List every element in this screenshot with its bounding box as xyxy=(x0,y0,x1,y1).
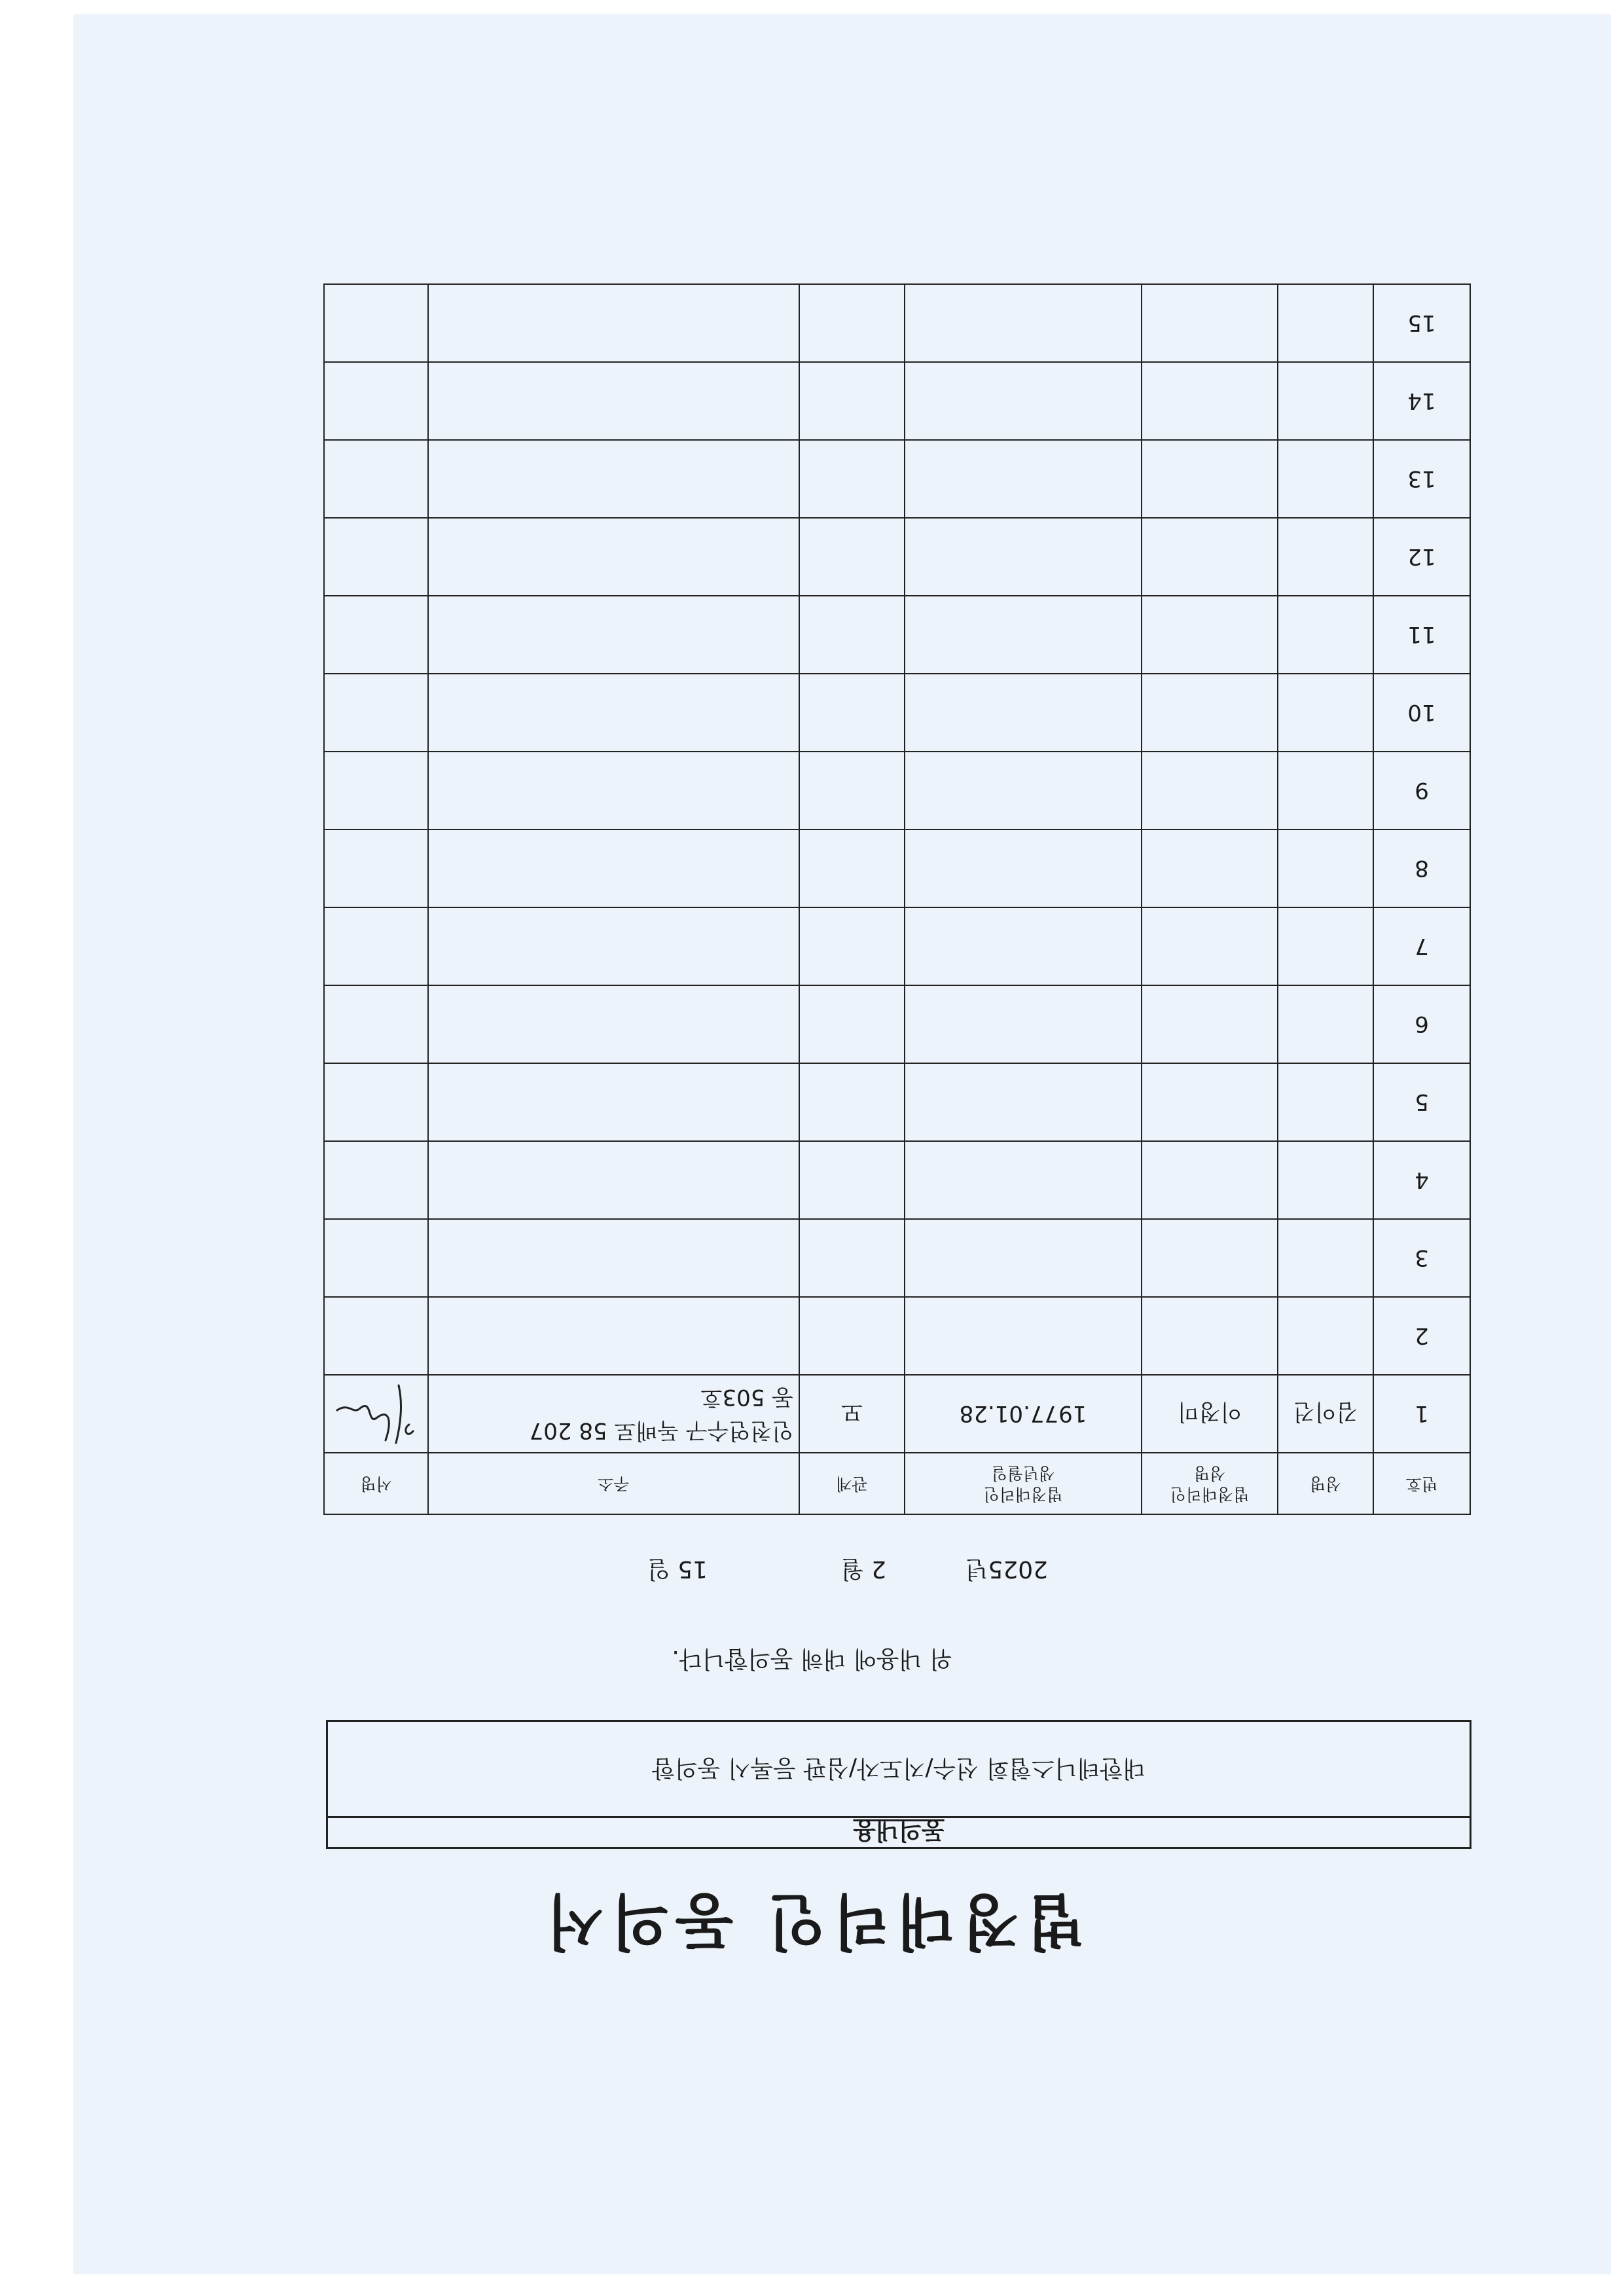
row-address xyxy=(428,674,799,752)
row-address xyxy=(428,985,799,1063)
table-header-row xyxy=(324,1453,1470,1514)
row-relation xyxy=(799,907,905,985)
header-address: 주소 xyxy=(428,1453,799,1514)
row-signature xyxy=(324,518,428,596)
row-signature xyxy=(324,985,428,1063)
row-agent-birth: 1977.01.28 xyxy=(905,1375,1142,1453)
row-number: 7 xyxy=(1373,907,1470,985)
row-relation xyxy=(799,362,905,440)
row-relation xyxy=(799,985,905,1063)
row-number: 14 xyxy=(1373,362,1470,440)
row-address-line1: 인천연수구 독배로 58 207 xyxy=(529,1417,793,1444)
row-number: 9 xyxy=(1373,752,1470,829)
row-agent-birth xyxy=(905,440,1142,518)
consent-body-text: 대한테니스협회 선수/지도자/심판 등록시 동의함 xyxy=(651,1755,1146,1781)
row-agent-birth xyxy=(905,1141,1142,1219)
table-row xyxy=(324,596,1470,674)
header-principal-name: 성명 xyxy=(1278,1453,1373,1514)
row-agent-name xyxy=(1142,907,1278,985)
row-principal-name xyxy=(1278,1297,1373,1375)
row-principal-name xyxy=(1278,1219,1373,1297)
row-number: 15 xyxy=(1373,284,1470,362)
row-relation xyxy=(799,1219,905,1297)
table-row xyxy=(324,518,1470,596)
row-agent-birth xyxy=(905,907,1142,985)
row-agent-birth xyxy=(905,1297,1142,1375)
row-relation: 모 xyxy=(799,1375,905,1453)
row-relation xyxy=(799,674,905,752)
row-number: 6 xyxy=(1373,985,1470,1063)
row-agent-name xyxy=(1142,752,1278,829)
row-principal-name xyxy=(1278,1063,1373,1141)
row-address xyxy=(428,1375,799,1453)
row-principal-name: 김이건 xyxy=(1278,1375,1373,1453)
row-number: 4 xyxy=(1373,1141,1470,1219)
row-number: 10 xyxy=(1373,674,1470,752)
row-signature xyxy=(324,907,428,985)
row-relation xyxy=(799,1297,905,1375)
row-signature xyxy=(324,1375,428,1453)
header-agent-birth-line2: 생년월일 xyxy=(991,1464,1055,1483)
table-row xyxy=(324,1063,1470,1141)
row-principal-name xyxy=(1278,907,1373,985)
row-agent-birth xyxy=(905,985,1142,1063)
table-row xyxy=(324,907,1470,985)
row-signature xyxy=(324,752,428,829)
row-number: 5 xyxy=(1373,1063,1470,1141)
table-row xyxy=(324,1375,1470,1453)
header-agent-name-line2: 성명 xyxy=(1193,1464,1226,1483)
row-agent-name xyxy=(1142,596,1278,674)
row-agent-birth xyxy=(905,752,1142,829)
row-principal-name xyxy=(1278,985,1373,1063)
row-signature xyxy=(324,440,428,518)
row-relation xyxy=(799,440,905,518)
row-signature xyxy=(324,1063,428,1141)
date-year: 2025년 xyxy=(965,1556,1048,1582)
header-number: 번호 xyxy=(1373,1453,1470,1514)
row-address xyxy=(428,440,799,518)
row-agent-name xyxy=(1142,284,1278,362)
row-agent-birth xyxy=(905,674,1142,752)
row-address xyxy=(428,752,799,829)
row-agent-birth xyxy=(905,596,1142,674)
header-agent-name xyxy=(1142,1453,1278,1514)
row-agent-name xyxy=(1142,985,1278,1063)
row-address xyxy=(428,362,799,440)
row-agent-birth xyxy=(905,284,1142,362)
row-number: 1 xyxy=(1373,1375,1470,1453)
row-agent-name xyxy=(1142,440,1278,518)
table-row xyxy=(324,1141,1470,1219)
row-address xyxy=(428,1063,799,1141)
table-row xyxy=(324,985,1470,1063)
row-agent-birth xyxy=(905,1219,1142,1297)
row-signature xyxy=(324,829,428,907)
row-principal-name xyxy=(1278,284,1373,362)
header-signature: 서명 xyxy=(324,1453,428,1514)
row-agent-birth xyxy=(905,1063,1142,1141)
table-row xyxy=(324,440,1470,518)
row-number: 11 xyxy=(1373,596,1470,674)
agree-statement: 위 내용에 대해 동의합니다. xyxy=(672,1645,952,1672)
table-row xyxy=(324,829,1470,907)
row-address xyxy=(428,1141,799,1219)
row-agent-name xyxy=(1142,1297,1278,1375)
row-relation xyxy=(799,596,905,674)
table-row xyxy=(324,752,1470,829)
row-relation xyxy=(799,1063,905,1141)
row-relation xyxy=(799,829,905,907)
date-day: 15 일 xyxy=(647,1556,708,1582)
row-signature xyxy=(324,596,428,674)
row-relation xyxy=(799,518,905,596)
row-address xyxy=(428,1297,799,1375)
row-principal-name xyxy=(1278,518,1373,596)
row-principal-name xyxy=(1278,752,1373,829)
row-principal-name xyxy=(1278,829,1373,907)
header-agent-birth xyxy=(905,1453,1142,1514)
row-agent-birth xyxy=(905,829,1142,907)
row-agent-birth xyxy=(905,518,1142,596)
row-agent-name xyxy=(1142,1141,1278,1219)
header-relation: 관계 xyxy=(799,1453,905,1514)
consent-body xyxy=(326,1720,1471,1818)
row-address xyxy=(428,284,799,362)
row-number: 12 xyxy=(1373,518,1470,596)
row-agent-birth xyxy=(905,362,1142,440)
row-signature xyxy=(324,284,428,362)
date-month: 2 월 xyxy=(840,1556,886,1582)
row-address xyxy=(428,829,799,907)
row-number: 3 xyxy=(1373,1219,1470,1297)
row-relation xyxy=(799,1141,905,1219)
row-principal-name xyxy=(1278,596,1373,674)
row-principal-name xyxy=(1278,362,1373,440)
table-row xyxy=(324,674,1470,752)
handwritten-signature xyxy=(331,1379,422,1448)
header-agent-birth-line1: 법정대리인 xyxy=(983,1485,1063,1504)
guardian-table xyxy=(323,283,1471,1515)
row-signature xyxy=(324,674,428,752)
consent-header xyxy=(326,1816,1471,1849)
row-relation xyxy=(799,284,905,362)
row-number: 2 xyxy=(1373,1297,1470,1375)
row-number: 8 xyxy=(1373,829,1470,907)
page-title: 법정대리인 동의서 xyxy=(539,1886,1085,1956)
row-agent-name xyxy=(1142,362,1278,440)
row-agent-name xyxy=(1142,518,1278,596)
row-agent-name xyxy=(1142,829,1278,907)
table-row xyxy=(324,284,1470,362)
row-principal-name xyxy=(1278,674,1373,752)
row-address xyxy=(428,907,799,985)
row-address xyxy=(428,518,799,596)
row-signature xyxy=(324,1219,428,1297)
table-row xyxy=(324,1297,1470,1375)
row-agent-name xyxy=(1142,1063,1278,1141)
row-signature xyxy=(324,362,428,440)
row-agent-name xyxy=(1142,1219,1278,1297)
header-agent-name-line1: 법정대리인 xyxy=(1170,1485,1250,1504)
row-number: 13 xyxy=(1373,440,1470,518)
row-address-line2: 동 503호 xyxy=(700,1384,793,1411)
table-row xyxy=(324,362,1470,440)
table-row xyxy=(324,1219,1470,1297)
row-principal-name xyxy=(1278,1141,1373,1219)
row-relation xyxy=(799,752,905,829)
table-body xyxy=(324,284,1470,1453)
row-signature xyxy=(324,1297,428,1375)
row-signature xyxy=(324,1141,428,1219)
row-principal-name xyxy=(1278,440,1373,518)
row-address xyxy=(428,1219,799,1297)
row-agent-name: 이정미 xyxy=(1142,1375,1278,1453)
row-agent-name xyxy=(1142,674,1278,752)
consent-header-label: 동의내용 xyxy=(853,1817,945,1844)
row-address xyxy=(428,596,799,674)
